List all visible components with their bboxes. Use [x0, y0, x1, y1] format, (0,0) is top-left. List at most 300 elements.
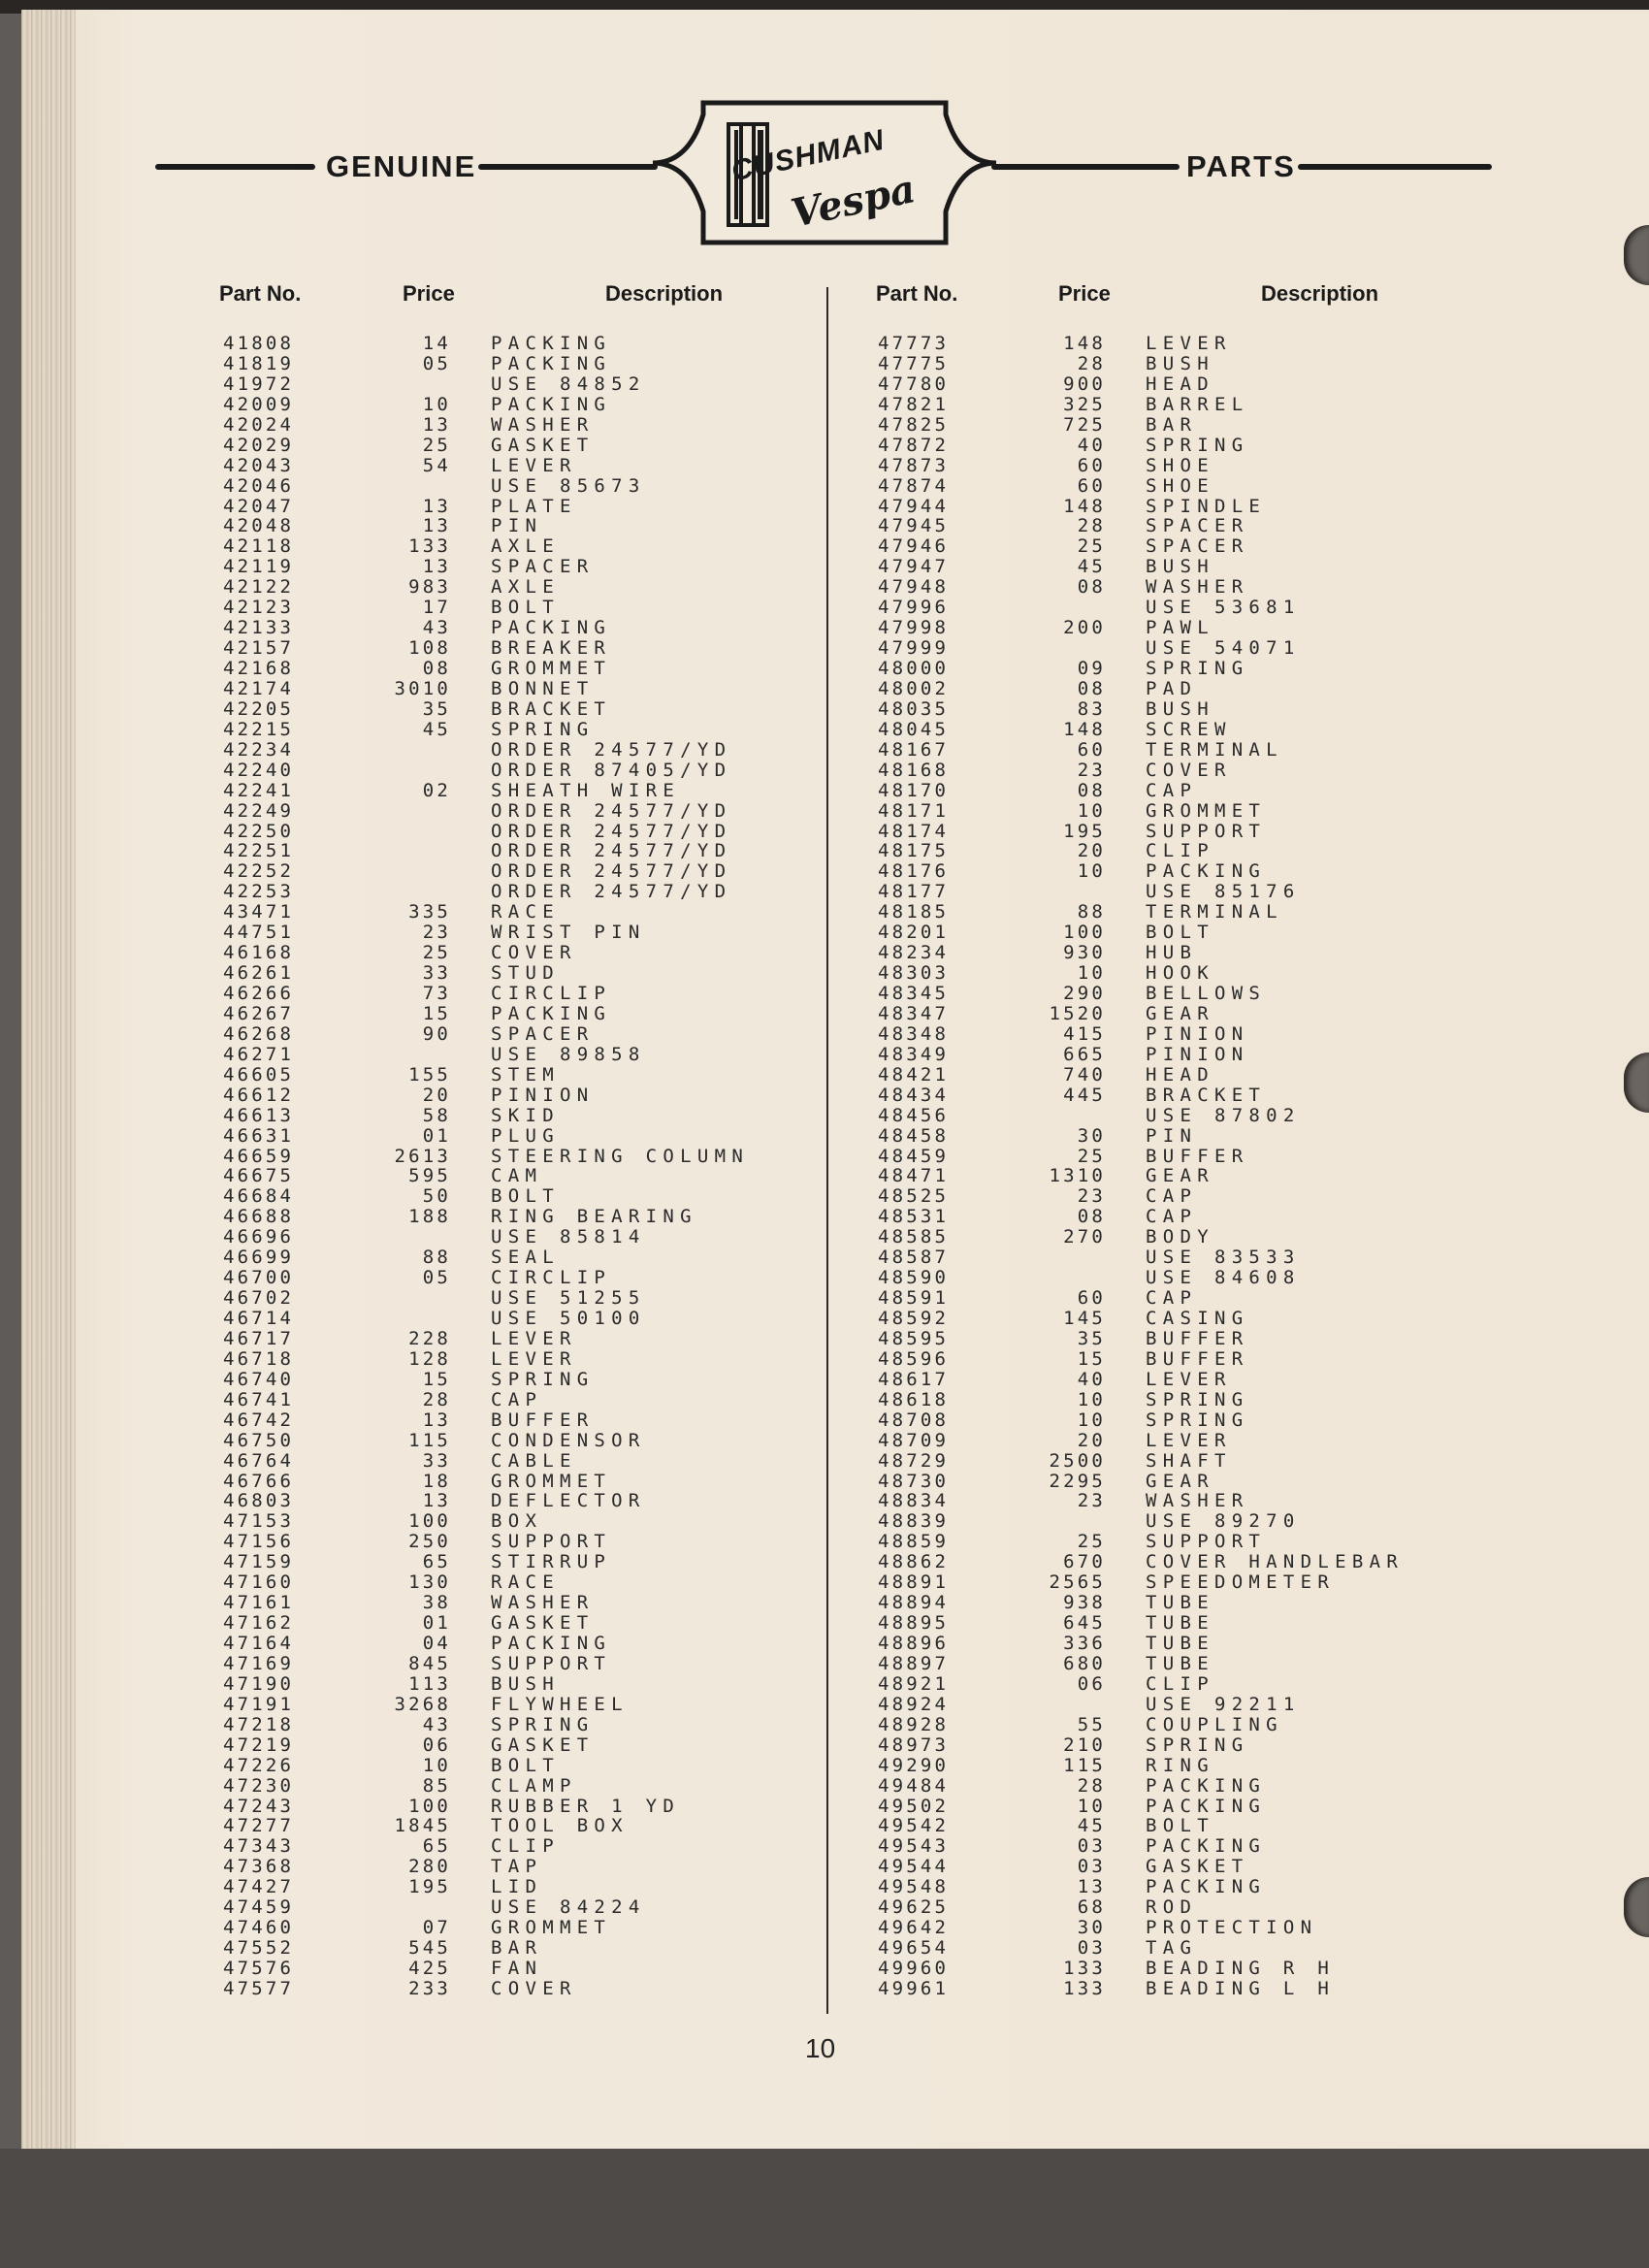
part-number: 48177	[878, 881, 950, 903]
part-description: BARREL	[1146, 393, 1249, 415]
part-description: SPACER	[1146, 515, 1249, 537]
parts-row	[878, 984, 1479, 1004]
part-price: 680	[1063, 1652, 1106, 1674]
parts-row	[223, 1593, 805, 1613]
part-number: 48171	[878, 799, 950, 822]
part-number: 46702	[223, 1287, 295, 1310]
part-description: CLIP	[491, 1835, 560, 1858]
parts-row	[223, 1247, 805, 1268]
part-price: 17	[422, 597, 451, 619]
part-number: 49642	[878, 1917, 950, 1939]
part-price: 1310	[1049, 1165, 1106, 1187]
part-number: 49484	[878, 1774, 950, 1797]
part-price: 43	[422, 617, 451, 639]
part-number: 42029	[223, 434, 295, 456]
part-description: STEM	[491, 1063, 560, 1085]
part-number: 46803	[223, 1490, 295, 1512]
parts-row	[223, 1695, 805, 1715]
part-price: 100	[1063, 922, 1106, 944]
part-number: 48834	[878, 1490, 950, 1512]
part-description: SPRING	[1146, 1388, 1249, 1410]
parts-row	[223, 699, 805, 720]
part-description: STIRRUP	[491, 1551, 612, 1573]
part-price: 25	[1077, 535, 1106, 558]
part-description: SPACER	[1146, 535, 1249, 558]
parts-row	[878, 497, 1479, 517]
part-description: SUPPORT	[491, 1531, 612, 1553]
part-description: PINION	[1146, 1043, 1249, 1065]
header-genuine: GENUINE	[326, 149, 477, 183]
part-price: 90	[422, 1022, 451, 1045]
part-description: TOOL BOX	[491, 1815, 629, 1837]
part-number: 48709	[878, 1429, 950, 1451]
parts-row	[878, 1532, 1479, 1552]
part-number: 48035	[878, 697, 950, 720]
parts-row	[878, 1836, 1479, 1857]
parts-row	[223, 1552, 805, 1572]
part-number: 48234	[878, 942, 950, 964]
parts-row	[878, 618, 1479, 638]
part-price: 148	[1063, 718, 1106, 740]
parts-row	[223, 861, 805, 882]
part-number: 48729	[878, 1449, 950, 1472]
part-description: USE 84852	[491, 373, 646, 395]
parts-row	[223, 679, 805, 699]
part-number: 46675	[223, 1165, 295, 1187]
part-price: 38	[422, 1592, 451, 1614]
part-description: PLATE	[491, 495, 577, 517]
part-price: 45	[1077, 556, 1106, 578]
part-price: 100	[408, 1510, 451, 1533]
part-price: 05	[422, 1267, 451, 1289]
part-price: 13	[422, 515, 451, 537]
part-number: 42234	[223, 738, 295, 761]
part-price: 10	[422, 393, 451, 415]
part-price: 108	[408, 637, 451, 660]
left-col-head-description: Description	[605, 281, 724, 306]
parts-row	[223, 1491, 805, 1511]
part-number: 48531	[878, 1206, 950, 1228]
parts-row	[223, 415, 805, 436]
part-number: 48585	[878, 1226, 950, 1248]
part-description: COVER	[1146, 759, 1232, 781]
part-number: 48839	[878, 1510, 950, 1533]
parts-row	[878, 1247, 1479, 1268]
part-number: 41972	[223, 373, 295, 395]
part-description: BONNET	[491, 677, 595, 699]
parts-row	[223, 1431, 805, 1451]
parts-row	[223, 1797, 805, 1817]
part-price: 130	[408, 1571, 451, 1594]
part-description: PACKING	[491, 393, 612, 415]
parts-row	[223, 577, 805, 598]
part-price: 25	[1077, 1531, 1106, 1553]
part-description: PAD	[1146, 677, 1198, 699]
part-description: RING	[1146, 1754, 1214, 1776]
parts-row	[223, 1227, 805, 1247]
part-price: 930	[1063, 942, 1106, 964]
part-price: 88	[1077, 901, 1106, 923]
part-price: 06	[422, 1733, 451, 1756]
part-description: BOLT	[1146, 1815, 1214, 1837]
part-price: 13	[1077, 1876, 1106, 1898]
part-number: 47161	[223, 1592, 295, 1614]
part-number: 42252	[223, 860, 295, 883]
part-number: 48590	[878, 1267, 950, 1289]
parts-row	[223, 1532, 805, 1552]
parts-row	[878, 1431, 1479, 1451]
part-description: TUBE	[1146, 1592, 1214, 1614]
parts-row	[223, 395, 805, 415]
part-price: 73	[422, 983, 451, 1004]
parts-row	[878, 1451, 1479, 1472]
parts-row	[878, 882, 1479, 902]
part-price: 845	[408, 1652, 451, 1674]
part-price: 2613	[394, 1145, 451, 1167]
part-number: 48201	[878, 922, 950, 944]
part-number: 48587	[878, 1247, 950, 1269]
part-number: 48348	[878, 1022, 950, 1045]
part-price: 28	[1077, 515, 1106, 537]
parts-row	[878, 354, 1479, 374]
part-number: 47825	[878, 413, 950, 436]
parts-row	[878, 659, 1479, 679]
part-price: 33	[422, 962, 451, 985]
part-price: 148	[1063, 333, 1106, 354]
part-description: ORDER 24577/YD	[491, 840, 732, 862]
parts-row	[878, 1390, 1479, 1410]
part-description: ROD	[1146, 1896, 1198, 1919]
part-price: 30	[1077, 1917, 1106, 1939]
parts-row	[223, 841, 805, 861]
part-description: CLIP	[1146, 840, 1214, 862]
part-number: 42250	[223, 820, 295, 842]
part-price: 415	[1063, 1022, 1106, 1045]
part-number: 42122	[223, 576, 295, 599]
parts-row	[878, 1593, 1479, 1613]
parts-row	[223, 1186, 805, 1207]
part-price: 113	[408, 1672, 451, 1695]
left-col-head-price: Price	[403, 281, 455, 306]
parts-row	[878, 1004, 1479, 1024]
part-description: BAR	[491, 1937, 543, 1960]
parts-row	[223, 1836, 805, 1857]
parts-row	[223, 1634, 805, 1654]
part-description: LEVER	[1146, 333, 1232, 354]
part-description: GASKET	[1146, 1856, 1249, 1878]
part-description: GASKET	[491, 1612, 595, 1635]
part-description: LEVER	[491, 1327, 577, 1349]
part-price: 60	[1077, 474, 1106, 497]
part-description: SPRING	[491, 1713, 595, 1735]
parts-row	[223, 1472, 805, 1492]
part-description: CIRCLIP	[491, 1267, 612, 1289]
part-description: SKID	[491, 1104, 560, 1126]
part-description: SHAFT	[1146, 1449, 1232, 1472]
part-number: 48000	[878, 658, 950, 679]
part-price: 35	[1077, 1327, 1106, 1349]
parts-row	[223, 598, 805, 618]
part-description: BUSH	[1146, 556, 1214, 578]
part-description: PACKING	[491, 333, 612, 354]
scan-bottom-shadow	[0, 2149, 1649, 2268]
parts-row	[878, 1979, 1479, 1999]
part-number: 47159	[223, 1551, 295, 1573]
part-number: 46659	[223, 1145, 295, 1167]
part-number: 48459	[878, 1145, 950, 1167]
part-number: 46612	[223, 1084, 295, 1106]
parts-row	[878, 1491, 1479, 1511]
parts-row	[878, 1370, 1479, 1390]
part-price: 233	[408, 1977, 451, 1999]
parts-row	[223, 374, 805, 395]
left-parts-list	[223, 334, 805, 1999]
part-price: 04	[422, 1633, 451, 1654]
part-description: GEAR	[1146, 1165, 1214, 1187]
parts-row	[223, 436, 805, 456]
part-number: 46699	[223, 1247, 295, 1269]
part-description: AXLE	[491, 576, 560, 599]
part-price: 133	[1063, 1958, 1106, 1979]
part-description: PACKING	[491, 1633, 612, 1654]
part-number: 41808	[223, 333, 295, 354]
parts-row	[878, 1329, 1479, 1349]
part-price: 25	[1077, 1145, 1106, 1167]
parts-row	[878, 1410, 1479, 1431]
part-description: RING BEARING	[491, 1206, 697, 1228]
part-number: 42168	[223, 658, 295, 679]
part-price: 25	[422, 942, 451, 964]
part-number: 48618	[878, 1388, 950, 1410]
part-price: 188	[408, 1206, 451, 1228]
part-number: 47773	[878, 333, 950, 354]
part-price: 55	[1077, 1713, 1106, 1735]
parts-row	[878, 943, 1479, 963]
part-number: 46267	[223, 1002, 295, 1024]
part-price: 155	[408, 1063, 451, 1085]
part-description: BOLT	[491, 1754, 560, 1776]
part-price: 08	[1077, 779, 1106, 801]
part-number: 42215	[223, 718, 295, 740]
part-number: 46168	[223, 942, 295, 964]
right-parts-list	[878, 334, 1479, 1999]
parts-row	[878, 577, 1479, 598]
parts-row	[223, 618, 805, 638]
parts-row	[223, 536, 805, 557]
parts-row	[878, 516, 1479, 536]
parts-row	[878, 395, 1479, 415]
parts-row	[878, 1816, 1479, 1836]
part-price: 02	[422, 779, 451, 801]
parts-row	[223, 761, 805, 781]
part-price: 30	[1077, 1124, 1106, 1147]
parts-row	[223, 1756, 805, 1776]
part-number: 47191	[223, 1693, 295, 1715]
part-description: BUSH	[1146, 697, 1214, 720]
part-price: 335	[408, 901, 451, 923]
parts-row	[878, 1897, 1479, 1918]
part-number: 47277	[223, 1815, 295, 1837]
part-price: 60	[1077, 1287, 1106, 1310]
part-number: 47368	[223, 1856, 295, 1878]
parts-row	[223, 1166, 805, 1186]
parts-row	[223, 497, 805, 517]
parts-row	[223, 1085, 805, 1106]
part-price: 83	[1077, 697, 1106, 720]
part-description: BRACKET	[491, 697, 612, 720]
part-description: USE 92211	[1146, 1693, 1301, 1715]
part-price: 250	[408, 1531, 451, 1553]
part-price: 325	[1063, 393, 1106, 415]
part-number: 48924	[878, 1693, 950, 1715]
part-number: 42249	[223, 799, 295, 822]
part-price: 14	[422, 333, 451, 354]
part-description: BREAKER	[491, 637, 612, 660]
part-number: 46742	[223, 1409, 295, 1431]
part-description: RUBBER 1 YD	[491, 1795, 681, 1817]
page-number: 10	[805, 2033, 836, 2063]
part-number: 46696	[223, 1226, 295, 1248]
part-number: 47780	[878, 373, 950, 395]
part-number: 46740	[223, 1368, 295, 1390]
part-price: 10	[1077, 1409, 1106, 1431]
part-number: 47946	[878, 535, 950, 558]
parts-row	[878, 436, 1479, 456]
part-number: 42240	[223, 759, 295, 781]
part-number: 48349	[878, 1043, 950, 1065]
part-price: 290	[1063, 983, 1106, 1004]
parts-row	[223, 1674, 805, 1695]
part-number: 47427	[223, 1876, 295, 1898]
part-description: BOLT	[491, 1185, 560, 1208]
parts-row	[878, 963, 1479, 984]
cushman-vespa-logo	[645, 97, 1004, 252]
part-description: SPACER	[491, 1022, 595, 1045]
part-number: 42205	[223, 697, 295, 720]
part-description: LEVER	[491, 454, 577, 476]
right-col-head-part-no: Part No.	[876, 281, 958, 306]
part-description: DEFLECTOR	[491, 1490, 646, 1512]
part-price: 425	[408, 1958, 451, 1979]
parts-row	[878, 1309, 1479, 1329]
part-number: 47343	[223, 1835, 295, 1858]
parts-row	[878, 720, 1479, 740]
part-description: GEAR	[1146, 1002, 1214, 1024]
part-description: BUFFER	[1146, 1327, 1249, 1349]
parts-row	[878, 1735, 1479, 1756]
part-description: CAP	[1146, 1287, 1198, 1310]
part-description: COUPLING	[1146, 1713, 1283, 1735]
part-description: USE 83533	[1146, 1247, 1301, 1269]
part-number: 47460	[223, 1917, 295, 1939]
part-number: 47872	[878, 434, 950, 456]
part-price: 270	[1063, 1226, 1106, 1248]
part-description: HEAD	[1146, 373, 1214, 395]
part-description: PROTECTION	[1146, 1917, 1318, 1939]
part-number: 47821	[878, 393, 950, 415]
part-description: COVER	[491, 1977, 577, 1999]
parts-row	[223, 1065, 805, 1085]
part-description: BUSH	[491, 1672, 560, 1695]
parts-row	[223, 902, 805, 923]
part-description: TAP	[491, 1856, 543, 1878]
part-number: 48167	[878, 738, 950, 761]
part-price: 115	[408, 1429, 451, 1451]
part-price: 128	[408, 1347, 451, 1370]
parts-row	[878, 1857, 1479, 1877]
part-number: 48897	[878, 1652, 950, 1674]
parts-row	[223, 354, 805, 374]
part-description: STEERING COLUMN	[491, 1145, 750, 1167]
part-number: 49543	[878, 1835, 950, 1858]
part-price: 18	[422, 1470, 451, 1492]
part-price: 938	[1063, 1592, 1106, 1614]
part-number: 48525	[878, 1185, 950, 1208]
part-price: 2295	[1049, 1470, 1106, 1492]
part-number: 48592	[878, 1308, 950, 1329]
part-number: 46700	[223, 1267, 295, 1289]
part-description: ORDER 24577/YD	[491, 820, 732, 842]
parts-row	[878, 761, 1479, 781]
header-parts: PARTS	[1186, 149, 1296, 183]
part-number: 47219	[223, 1733, 295, 1756]
part-description: USE 85176	[1146, 881, 1301, 903]
parts-row	[878, 1552, 1479, 1572]
part-number: 46261	[223, 962, 295, 985]
part-price: 645	[1063, 1612, 1106, 1635]
part-price: 54	[422, 454, 451, 476]
parts-row	[878, 334, 1479, 354]
part-number: 46266	[223, 983, 295, 1004]
part-price: 280	[408, 1856, 451, 1878]
parts-row	[878, 1511, 1479, 1532]
parts-row	[223, 1410, 805, 1431]
part-description: ORDER 24577/YD	[491, 860, 732, 883]
part-number: 47164	[223, 1633, 295, 1654]
part-price: 2500	[1049, 1449, 1106, 1472]
parts-row	[223, 1979, 805, 1999]
parts-row	[878, 1186, 1479, 1207]
parts-row	[223, 1877, 805, 1897]
part-number: 46605	[223, 1063, 295, 1085]
part-price: 148	[1063, 495, 1106, 517]
part-price: 40	[1077, 1368, 1106, 1390]
parts-row	[223, 984, 805, 1004]
part-price: 983	[408, 576, 451, 599]
part-number: 46764	[223, 1449, 295, 1472]
part-number: 42009	[223, 393, 295, 415]
parts-row	[878, 1797, 1479, 1817]
parts-row	[223, 659, 805, 679]
part-number: 49654	[878, 1937, 950, 1960]
part-price: 210	[1063, 1733, 1106, 1756]
part-description: WASHER	[1146, 576, 1249, 599]
part-number: 42046	[223, 474, 295, 497]
part-description: BELLOWS	[1146, 983, 1267, 1004]
parts-row	[878, 1756, 1479, 1776]
part-number: 49502	[878, 1795, 950, 1817]
part-number: 48458	[878, 1124, 950, 1147]
parts-row	[223, 1776, 805, 1797]
part-price: 2565	[1049, 1571, 1106, 1594]
part-number: 42123	[223, 597, 295, 619]
part-description: BUSH	[1146, 352, 1214, 374]
part-number: 47226	[223, 1754, 295, 1776]
part-price: 45	[422, 718, 451, 740]
parts-row	[878, 1776, 1479, 1797]
parts-row	[223, 1004, 805, 1024]
part-description: HUB	[1146, 942, 1198, 964]
